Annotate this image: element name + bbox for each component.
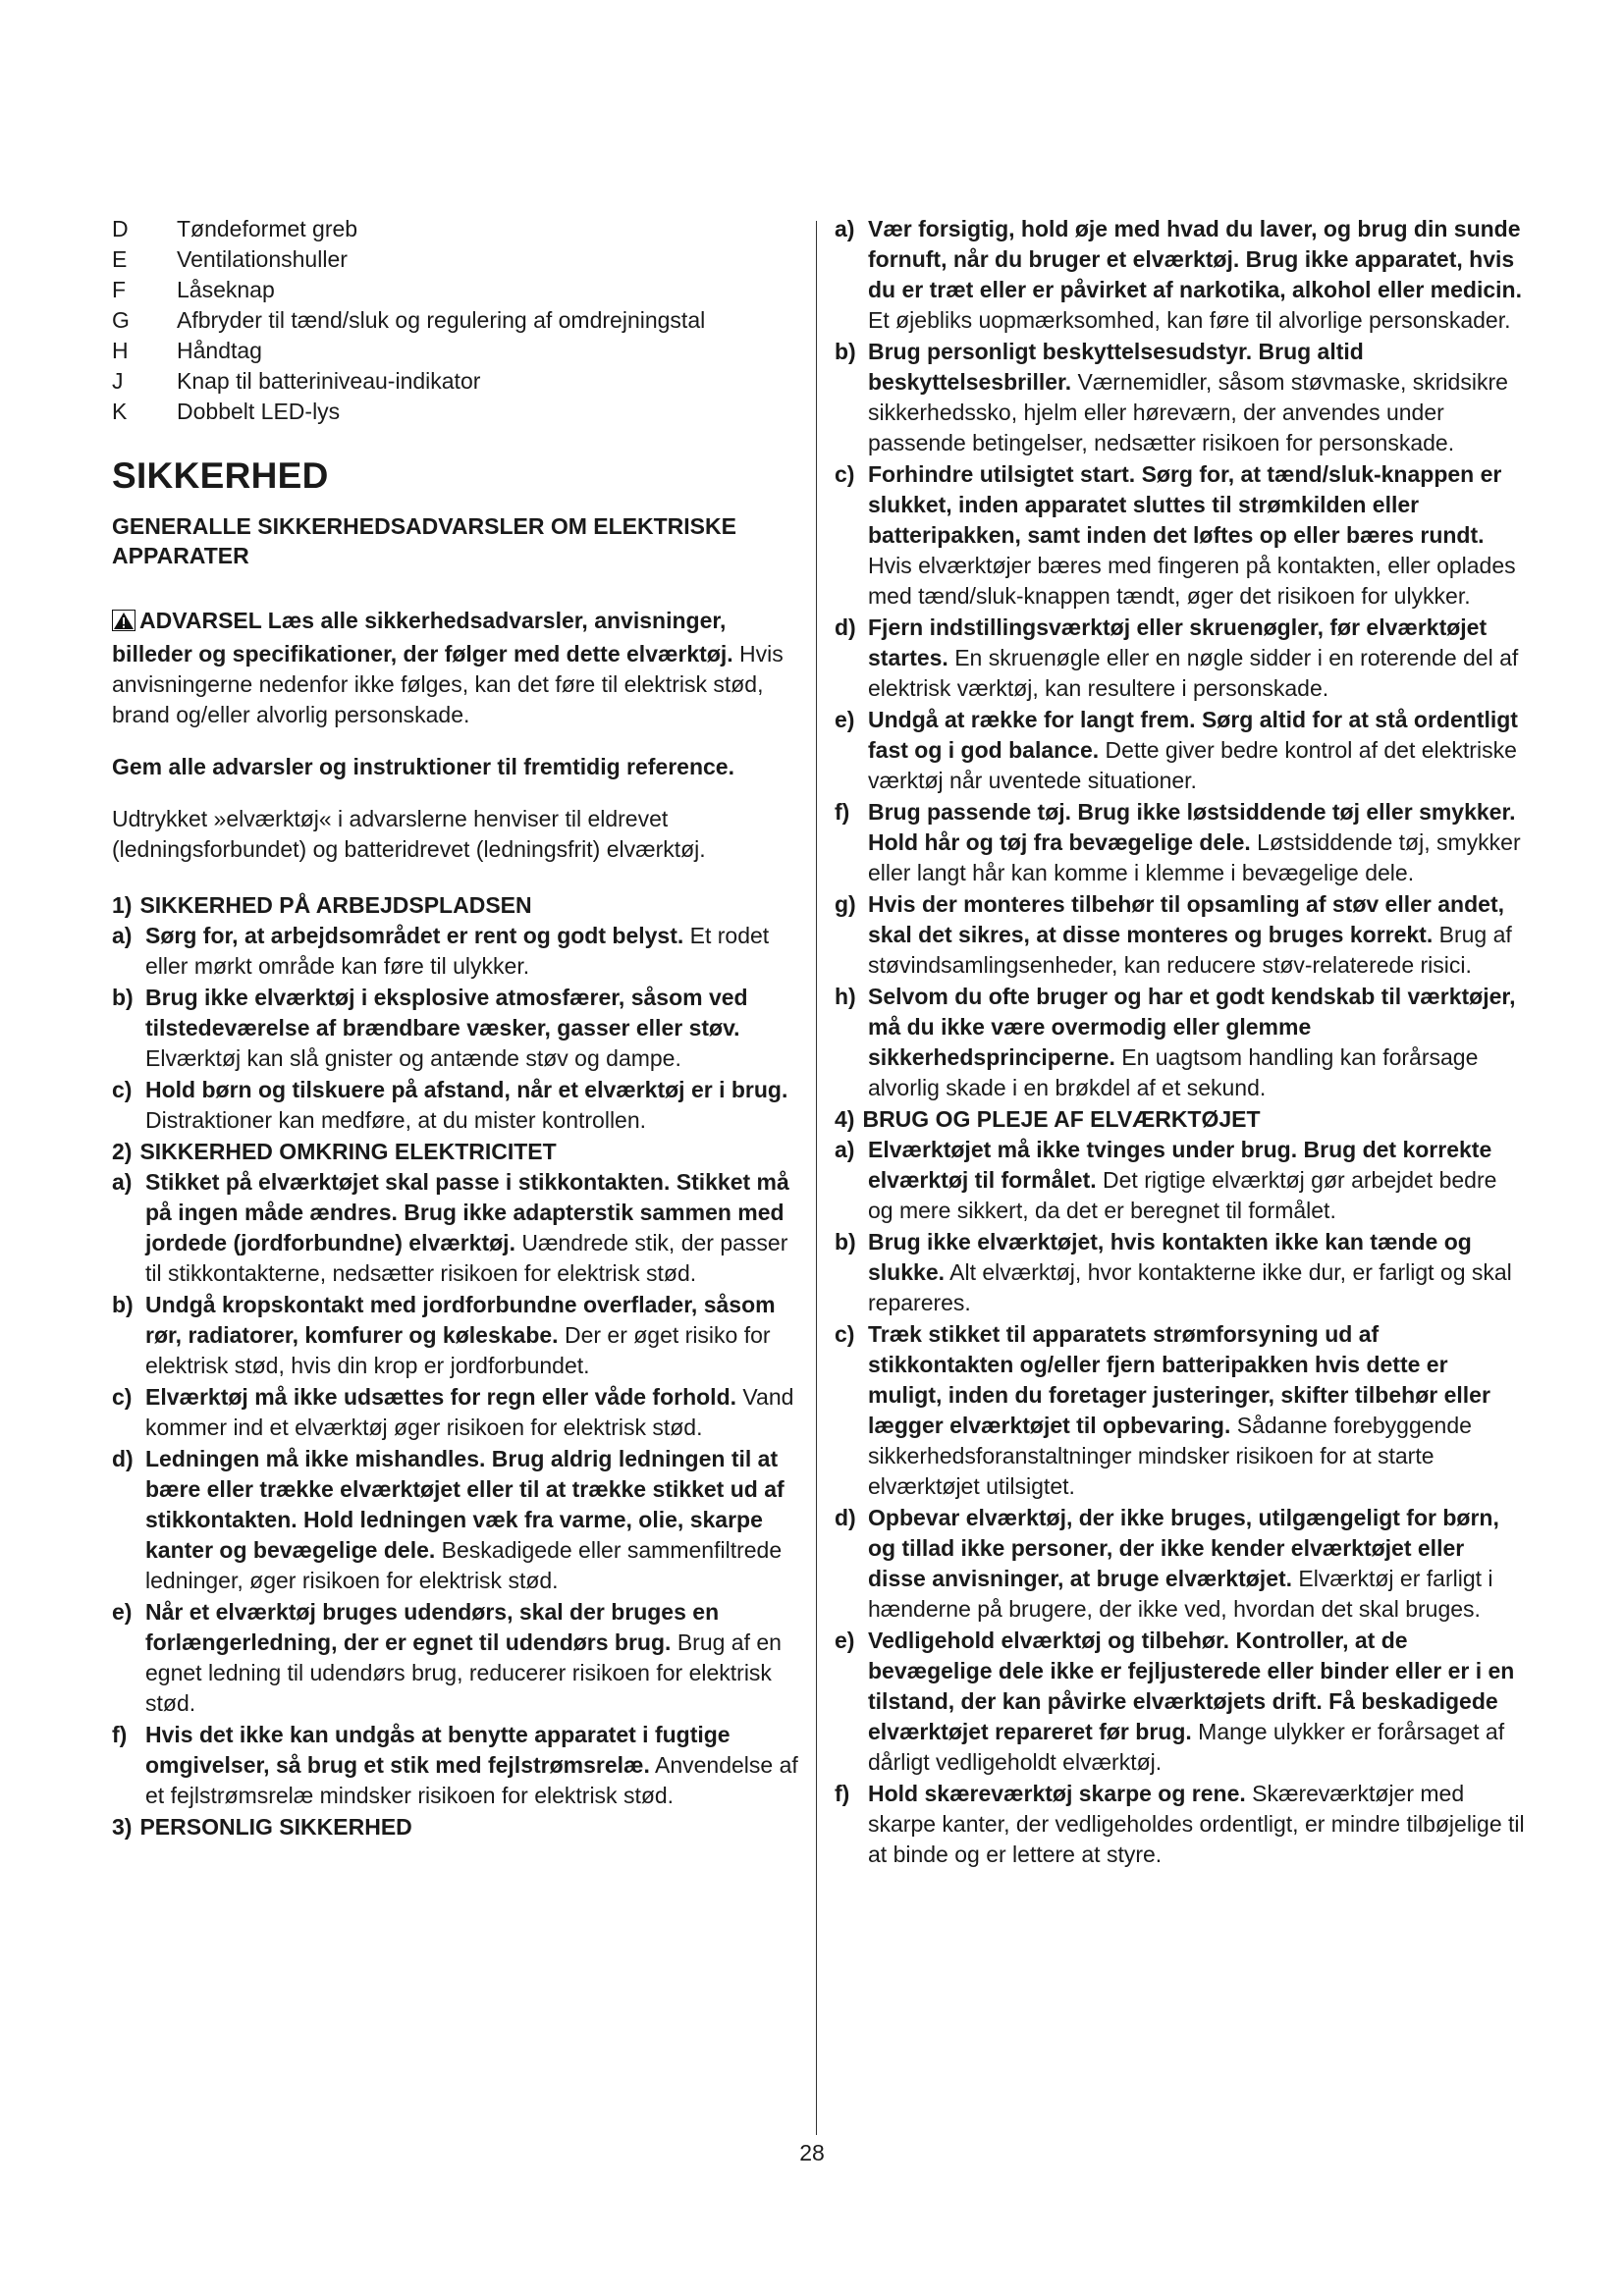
group-title-text: PERSONLIG SIKKERHED — [139, 1814, 412, 1840]
list-item — [112, 921, 799, 982]
part-label: Låseknap — [177, 277, 275, 302]
part-label: Knap til batteriniveau-indikator — [177, 368, 481, 394]
warning-triangle-icon — [112, 609, 135, 639]
item-bold-text: Brug passende tøj. Brug ikke løstsiddende tøj eller smykker. Hold hår og tøj fra bevægelige dele. — [868, 799, 1516, 855]
item-letter: b) — [835, 339, 856, 364]
group-title — [112, 890, 799, 921]
item-text — [868, 1503, 1528, 1625]
item-bold-text: Undgå kropskontakt med jordforbundne overflader, såsom rør, radiatorer, komfurer og køleskabe. — [145, 1292, 776, 1348]
part-letter: D — [112, 216, 129, 241]
list-item — [835, 337, 1528, 458]
item-letter: h) — [835, 984, 856, 1009]
page-number: 28 — [799, 2140, 825, 2165]
part-label: Håndtag — [177, 338, 262, 363]
group-number: 2) — [112, 1139, 133, 1164]
group-title-text: SIKKERHED PÅ ARBEJDSPLADSEN — [139, 892, 532, 918]
term-note: Udtrykket »elværktøj« i advarslerne henviser til eldrevet (ledningsforbundet) og batteridrevet (ledningsfrit) elværktøj. — [112, 806, 706, 862]
group-number: 1) — [112, 892, 133, 918]
group4-items — [835, 1135, 1528, 1870]
part-item — [112, 275, 799, 305]
list-item — [112, 1444, 799, 1596]
item-text — [145, 1290, 799, 1381]
item-normal-text: Et rodet eller mørkt område kan føre til ulykker. — [145, 923, 770, 979]
part-label: Ventilationshuller — [177, 246, 348, 272]
list-item — [112, 1382, 799, 1443]
item-normal-text: Løstsiddende tøj, smykker eller langt hår kan komme i klemme i bevægelige dele. — [868, 829, 1521, 885]
warning-block — [112, 606, 799, 730]
item-bold-text: Hvis det ikke kan undgås at benytte apparatet i fugtige omgivelser, så brug et stik med fejlstrømsrelæ. — [145, 1722, 731, 1778]
item-bold-text: Elværktøj må ikke udsættes for regn eller våde forhold. — [145, 1384, 737, 1410]
item-normal-text: Vand kommer ind et elværktøj øger risikoen for elektrisk stød. — [145, 1384, 794, 1440]
item-bold-text: Selvom du ofte bruger og har et godt kendskab til værktøjer, må du ikke være overmodig eller glemme sikkerhedsprinciperne. — [868, 984, 1516, 1070]
item-normal-text: Skæreværktøjer med skarpe kanter, der vedligeholdes ordentligt, er mindre tilbøjelige til at binde og er lettere at styre. — [868, 1781, 1525, 1867]
item-normal-text: En uagtsom handling kan forårsage alvorlig skade i en brøkdel af et sekund. — [868, 1044, 1479, 1100]
part-item — [112, 305, 799, 336]
list-item — [835, 1779, 1528, 1870]
list-item — [835, 214, 1528, 336]
item-bold-text: Ledningen må ikke mishandles. Brug aldrig ledningen til at bære eller trække elværktøjet eller til at trække stikket ud af stikkontakten. Hold ledningen væk fra varme, olie, skarpe kanter og bevægelige dele. — [145, 1446, 785, 1563]
part-letter: H — [112, 338, 129, 363]
part-letter: J — [112, 368, 124, 394]
parts-list — [112, 214, 799, 427]
section-title: SIKKERHED — [112, 455, 329, 496]
item-letter: e) — [112, 1599, 133, 1625]
item-letter: d) — [835, 614, 856, 640]
item-normal-text: Elværktøj kan slå gnister og antænde støv og dampe. — [145, 1045, 681, 1071]
item-normal-text: Dette giver bedre kontrol af det elektriske værktøj når uventede situationer. — [868, 737, 1517, 793]
item-normal-text: Elværktøj er farligt i hænderne på brugere, der ikke ved, hvordan det skal bruges. — [868, 1566, 1493, 1622]
item-normal-text: Uændrede stik, der passer til stikkontakterne, nedsætter risikoen for elektrisk stød. — [145, 1230, 788, 1286]
item-text — [145, 1444, 799, 1596]
list-item — [835, 1319, 1528, 1502]
subsection-title: GENERALLE SIKKERHEDSADVARSLER OM ELEKTRISKE APPARATER — [112, 513, 736, 568]
item-letter: d) — [112, 1446, 134, 1471]
part-letter: F — [112, 277, 127, 302]
item-bold-text: Brug personligt beskyttelsesudstyr. Brug altid beskyttelsesbriller. — [868, 339, 1364, 395]
warning-bold-text: ADVARSEL Læs alle sikkerhedsadvarsler, anvisninger, billeder og specifikationer, der følger med dette elværktøj. — [112, 608, 733, 667]
list-item — [835, 1227, 1528, 1318]
list-item — [835, 705, 1528, 796]
item-bold-text: Fjern indstillingsværktøj eller skruenøgler, før elværktøjet startes. — [868, 614, 1488, 670]
item-normal-text: Brug af støvindsamlingsenheder, kan reducere støv-relaterede risici. — [868, 922, 1512, 978]
item-normal-text: Der er øget risiko for elektrisk stød, hvis din krop er jordforbundet. — [145, 1322, 771, 1378]
item-text — [145, 921, 799, 982]
list-item — [112, 1720, 799, 1811]
group-title: 4) BRUG OG PLEJE AF ELVÆRKTØJET — [835, 1106, 1261, 1132]
item-normal-text: En skruenøgle eller en nøgle sidder i en roterende del af elektrisk værktøj, kan resultere i personskade. — [868, 645, 1519, 701]
list-item — [835, 1626, 1528, 1778]
item-text — [145, 1597, 799, 1719]
right-column — [835, 214, 1528, 1871]
item-text — [145, 983, 799, 1074]
item-letter: f) — [835, 1781, 850, 1806]
item-text — [145, 1720, 799, 1811]
part-label: Afbryder til tænd/sluk og regulering af omdrejningstal — [177, 307, 706, 333]
item-bold-text: Vedligehold elværktøj og tilbehør. Kontroller, at de bevægelige dele ikke er fejljusterede eller binder eller er i en tilstand, der kan påvirke elværktøjets drift. Få beskadigede elværktøjet repareret før brug. — [868, 1628, 1515, 1744]
list-item — [835, 889, 1528, 981]
column-divider — [816, 221, 817, 2135]
list-item — [112, 1167, 799, 1289]
left-groups — [112, 890, 799, 1842]
save-note: Gem alle advarsler og instruktioner til fremtidig reference. — [112, 754, 734, 779]
item-letter: a) — [112, 923, 133, 948]
part-item — [112, 214, 799, 244]
part-letter: E — [112, 246, 128, 272]
list-item — [835, 459, 1528, 612]
part-item — [112, 366, 799, 397]
item-letter: b) — [112, 985, 134, 1010]
item-text — [868, 797, 1528, 888]
item-normal-text: Mange ulykker er forårsaget af dårligt vedligeholdt elværktøj. — [868, 1719, 1505, 1775]
part-letter: K — [112, 399, 128, 424]
item-bold-text: Træk stikket til apparatets strømforsyning ud af stikkontakten og/eller fjern batteripakken hvis dette er muligt, inden du foretager justeringer, skifter tilbehør eller lægger elværktøjet til opbevaring. — [868, 1321, 1490, 1438]
list-item — [835, 982, 1528, 1103]
item-normal-text: Beskadigede eller sammenfiltrede ledninger, øger risikoen for elektrisk stød. — [145, 1537, 783, 1593]
part-letter: G — [112, 307, 130, 333]
item-normal-text: Værnemidler, såsom støvmaske, skridsikre sikkerhedssko, hjelm eller høreværn, der anvendes under passende betingelser, nedsætter risikoen for personskade. — [868, 369, 1508, 455]
item-text — [868, 1779, 1528, 1870]
item-text — [145, 1167, 799, 1289]
item-letter: a) — [835, 216, 855, 241]
item-text — [868, 613, 1528, 704]
part-item — [112, 336, 799, 366]
item-bold-text: Hold børn og tilskuere på afstand, når et elværktøj er i brug. — [145, 1077, 788, 1102]
item-letter: b) — [112, 1292, 134, 1317]
group-title — [112, 1812, 799, 1842]
item-bold-text: Sørg for, at arbejdsområdet er rent og godt belyst. — [145, 923, 684, 948]
item-bold-text: Undgå at række for langt frem. Sørg altid for at stå ordentligt fast og i god balance. — [868, 707, 1518, 763]
item-bold-text: Hvis der monteres tilbehør til opsamling af støv eller andet, skal det sikres, at disse monteres og bruges korrekt. — [868, 891, 1504, 947]
group-number: 3) — [112, 1814, 133, 1840]
left-column — [112, 214, 799, 1842]
item-normal-text: Brug af en egnet ledning til udendørs brug, reducerer risikoen for elektrisk stød. — [145, 1629, 782, 1716]
item-text — [145, 1382, 799, 1443]
list-item — [835, 1135, 1528, 1226]
personal-safety-items — [835, 214, 1528, 1103]
item-text — [868, 1227, 1528, 1318]
list-item — [835, 613, 1528, 704]
item-letter: c) — [112, 1384, 133, 1410]
item-letter: f) — [112, 1722, 128, 1747]
item-normal-text: Hvis elværktøjer bæres med fingeren på kontakten, eller oplades med tænd/sluk-knappen tændt, øger det risikoen for ulykker. — [868, 553, 1516, 609]
list-item — [112, 1290, 799, 1381]
item-bold-text: Hold skæreværktøj skarpe og rene. — [868, 1781, 1246, 1806]
item-letter: c) — [112, 1077, 133, 1102]
item-bold-text: Brug ikke elværktøj i eksplosive atmosfærer, såsom ved tilstedeværelse af brændbare væsker, gasser eller støv. — [145, 985, 748, 1041]
item-letter: f) — [835, 799, 850, 825]
item-text — [145, 1075, 799, 1136]
item-letter: a) — [112, 1169, 133, 1195]
item-text — [868, 705, 1528, 796]
item-bold-text: Stikket på elværktøjet skal passe i stikkontakten. Stikket må på ingen måde ændres. Brug ikke adapterstik sammen med jordede (jordforbundne) elværktøj. — [145, 1169, 789, 1255]
item-letter: e) — [835, 1628, 855, 1653]
item-normal-text: Sådanne forebyggende sikkerhedsforanstaltninger mindsker risikoen for at starte elværktøjet utilsigtet. — [868, 1413, 1472, 1499]
item-bold-text: Brug ikke elværktøjet, hvis kontakten ikke kan tænde og slukke. — [868, 1229, 1472, 1285]
item-text — [868, 982, 1528, 1103]
warning-normal-text: Hvis anvisningerne nedenfor ikke følges, kan det føre til elektrisk stød, brand og/eller alvorlig personskade. — [112, 641, 784, 727]
group-title — [112, 1137, 799, 1167]
item-letter: a) — [835, 1137, 855, 1162]
item-bold-text: Elværktøjet må ikke tvinges under brug. Brug det korrekte elværktøj til formålet. — [868, 1137, 1492, 1193]
item-text — [868, 459, 1528, 612]
list-item — [112, 1075, 799, 1136]
list-item — [835, 797, 1528, 888]
item-letter: g) — [835, 891, 856, 917]
list-item — [112, 983, 799, 1074]
item-normal-text: Alt elværktøj, hvor kontakterne ikke dur, er farligt og skal repareres. — [868, 1259, 1512, 1315]
list-item — [835, 1503, 1528, 1625]
item-letter: c) — [835, 1321, 855, 1347]
item-text — [868, 1319, 1528, 1502]
item-normal-text: Et øjebliks uopmærksomhed, kan føre til alvorlige personskader. — [868, 307, 1511, 333]
item-normal-text: Distraktioner kan medføre, at du mister kontrollen. — [145, 1107, 647, 1133]
item-text — [868, 889, 1528, 981]
part-item — [112, 244, 799, 275]
item-text — [868, 1135, 1528, 1226]
item-bold-text: Vær forsigtig, hold øje med hvad du laver, og brug din sunde fornuft, når du bruger et elværktøj. Brug ikke apparatet, hvis du er træt eller er påvirket af narkotika, alkohol eller medicin. — [868, 216, 1522, 302]
item-letter: d) — [835, 1505, 856, 1530]
item-text — [868, 1626, 1528, 1778]
part-label: Dobbelt LED-lys — [177, 399, 341, 424]
list-item — [112, 1597, 799, 1719]
item-bold-text: Når et elværktøj bruges udendørs, skal der bruges en forlængerledning, der er egnet til udendørs brug. — [145, 1599, 720, 1655]
part-label: Tøndeformet greb — [177, 216, 358, 241]
item-normal-text: Det rigtige elværktøj gør arbejdet bedre og mere sikkert, da det er beregnet til formålet. — [868, 1167, 1497, 1223]
item-bold-text: Forhindre utilsigtet start. Sørg for, at tænd/sluk-knappen er slukket, inden apparatet sluttes til strømkilden eller batteripakken, samt inden det løftes op eller bæres rundt. — [868, 461, 1502, 548]
item-text — [868, 337, 1528, 458]
group-title-text: SIKKERHED OMKRING ELEKTRICITET — [139, 1139, 557, 1164]
item-normal-text: Anvendelse af et fejlstrømsrelæ mindsker risikoen for elektrisk stød. — [145, 1752, 798, 1808]
item-bold-text: Opbevar elværktøj, der ikke bruges, utilgængeligt for børn, og tillad ikke personer, der ikke kender elværktøjet eller disse anvisninger, at bruge elværktøjet. — [868, 1505, 1499, 1591]
part-item — [112, 397, 799, 427]
item-letter: e) — [835, 707, 855, 732]
item-text — [868, 214, 1528, 336]
item-letter: c) — [835, 461, 855, 487]
item-letter: b) — [835, 1229, 856, 1255]
